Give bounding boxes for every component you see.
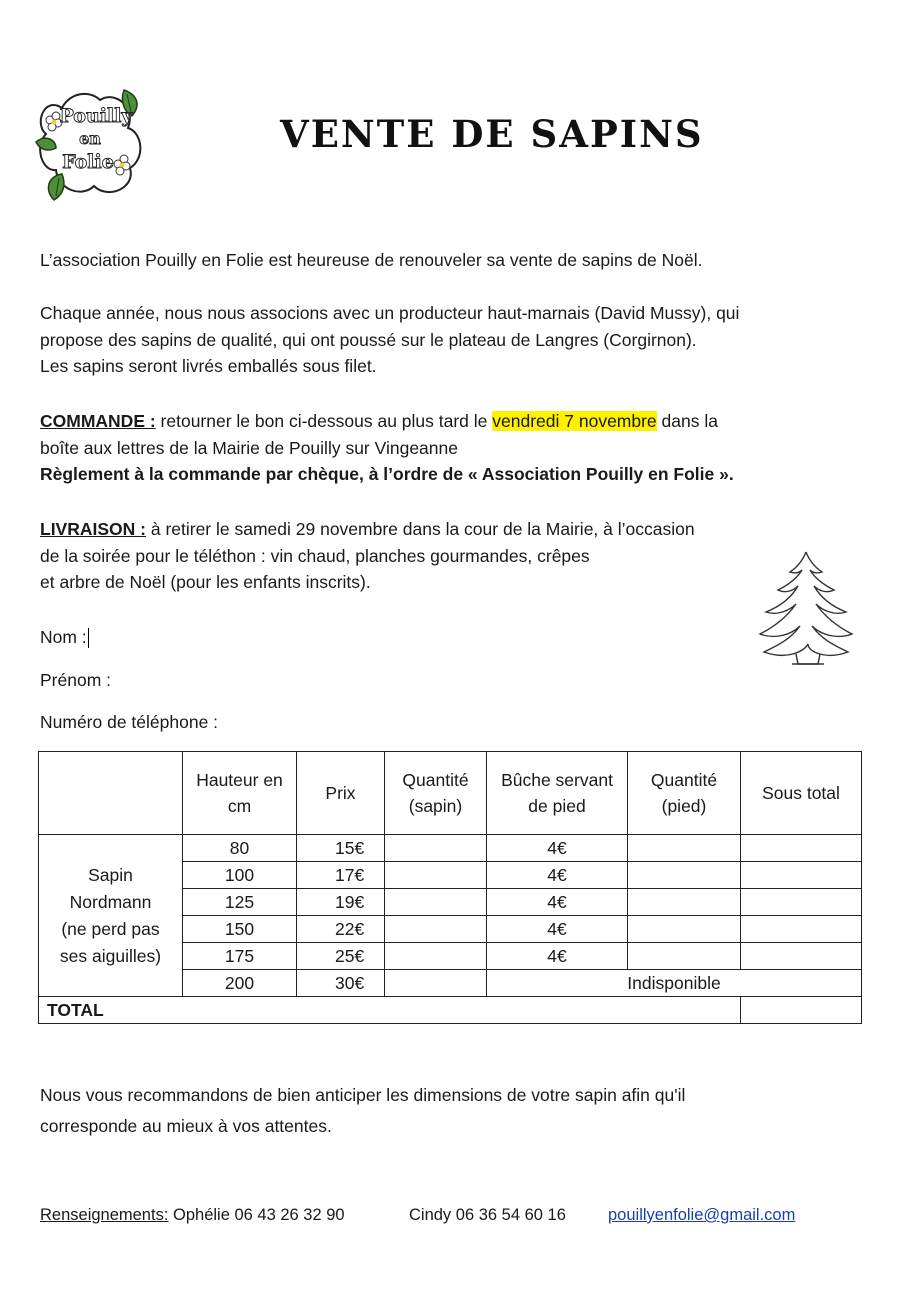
cell-hauteur: 100 — [183, 862, 297, 889]
order-table — [38, 751, 862, 1024]
intro-text: L’association Pouilly en Folie est heureuse de renouveler sa vente de sapins de Noël. — [40, 250, 703, 270]
paragraph-line: propose des sapins de qualité, qui ont poussé sur le plateau de Langres (Corgirnon). — [40, 329, 697, 350]
closing-line: corresponde au mieux à vos attentes. — [40, 1116, 332, 1136]
telephone-field[interactable] — [40, 709, 218, 736]
logo-text-pouilly: Pouilly — [59, 105, 133, 127]
email-link[interactable]: pouillyenfolie@gmail.com — [608, 1206, 796, 1224]
commande-section — [40, 408, 734, 488]
cell-hauteur: 200 — [183, 970, 297, 997]
paragraph-line: Chaque année, nous nous associons avec un producteur haut-marnais (David Mussy), qui — [40, 303, 740, 323]
payment-instructions: Règlement à la commande par chèque, à l’ordre de « Association Pouilly en Folie ». — [40, 464, 734, 484]
header-hauteur: Hauteur en cm — [183, 752, 297, 835]
product-label-line: Sapin — [88, 864, 133, 885]
cell-prix: 17€ — [297, 862, 385, 889]
header-sous-total: Sous total — [741, 752, 862, 835]
product-label-cell — [39, 835, 183, 997]
association-logo — [32, 86, 150, 204]
cell-hauteur: 150 — [183, 916, 297, 943]
empty-header-cell — [39, 752, 183, 835]
total-row — [39, 997, 862, 1024]
cell-prix: 25€ — [297, 943, 385, 970]
cell-prix: 15€ — [297, 835, 385, 862]
commande-text-after: dans la — [656, 411, 718, 431]
cell-quantite-sapin[interactable] — [385, 943, 487, 970]
livraison-section — [40, 516, 695, 596]
livraison-label: LIVRAISON : — [40, 519, 146, 539]
cell-quantite-sapin[interactable] — [385, 970, 487, 997]
cell-buche: 4€ — [487, 862, 628, 889]
nom-label: Nom : — [40, 627, 87, 647]
cell-sous-total[interactable] — [741, 835, 862, 862]
paragraph-line: Les sapins seront livrés emballés sous filet. — [40, 356, 377, 376]
cell-quantite-pied[interactable] — [628, 835, 741, 862]
footer-contact — [40, 1206, 345, 1225]
livraison-line — [40, 516, 695, 543]
commande-text: retourner le bon ci-dessous au plus tard le — [155, 411, 493, 431]
cell-quantite-pied[interactable] — [628, 916, 741, 943]
cell-sous-total[interactable] — [741, 862, 862, 889]
contact-ophelie: Ophélie 06 43 26 32 90 — [168, 1206, 345, 1224]
header-prix: Prix — [297, 752, 385, 835]
table-row — [39, 835, 862, 862]
header-quantite-sapin: Quantité (sapin) — [385, 752, 487, 835]
footer-label: Renseignements: — [40, 1206, 169, 1224]
cell-quantite-sapin[interactable] — [385, 889, 487, 916]
cell-sous-total[interactable] — [741, 943, 862, 970]
header-buche: Bûche servant de pied — [487, 752, 628, 835]
cell-hauteur: 175 — [183, 943, 297, 970]
unavailable-cell: Indisponible — [487, 970, 862, 997]
nom-field[interactable] — [40, 624, 89, 651]
cell-quantite-sapin[interactable] — [385, 916, 487, 943]
livraison-text: et arbre de Noël (pour les enfants inscrits). — [40, 572, 371, 592]
logo-text-folie: Folie — [62, 151, 114, 173]
cell-prix: 30€ — [297, 970, 385, 997]
cell-quantite-pied[interactable] — [628, 943, 741, 970]
cell-prix: 19€ — [297, 889, 385, 916]
cell-hauteur: 125 — [183, 889, 297, 916]
christmas-tree-icon — [756, 548, 860, 672]
cell-quantite-sapin[interactable] — [385, 862, 487, 889]
paragraph-producer — [40, 300, 739, 380]
product-label-line: Nordmann — [69, 891, 152, 912]
closing-line: Nous vous recommandons de bien anticiper les dimensions de votre sapin afin qu'il — [40, 1085, 686, 1105]
livraison-text: à retirer le samedi 29 novembre dans la cour de la Mairie, à l’occasion — [145, 519, 695, 539]
cell-quantite-sapin[interactable] — [385, 835, 487, 862]
closing-note — [40, 1080, 685, 1142]
logo-text-en: en — [79, 129, 101, 148]
commande-label: COMMANDE : — [40, 411, 156, 431]
cell-buche: 4€ — [487, 835, 628, 862]
commande-address: boîte aux lettres de la Mairie de Pouilly sur Vingeanne — [40, 437, 458, 458]
cell-quantite-pied[interactable] — [628, 862, 741, 889]
cell-sous-total[interactable] — [741, 916, 862, 943]
contact-cindy: Cindy 06 36 54 60 16 — [409, 1206, 566, 1224]
prenom-label: Prénom : — [40, 670, 111, 690]
cell-sous-total[interactable] — [741, 889, 862, 916]
livraison-text: de la soirée pour le téléthon : vin chaud, planches gourmandes, crêpes — [40, 545, 590, 566]
product-label-line: (ne perd pas — [61, 918, 160, 939]
text-cursor — [88, 628, 89, 648]
cell-buche: 4€ — [487, 916, 628, 943]
header-quantite-pied: Quantité (pied) — [628, 752, 741, 835]
cell-total-value[interactable] — [741, 997, 862, 1024]
total-label: TOTAL — [39, 997, 741, 1024]
prenom-field[interactable] — [40, 667, 111, 694]
table-header-row — [39, 752, 862, 835]
telephone-label: Numéro de téléphone : — [40, 712, 219, 732]
commande-line — [40, 408, 734, 435]
cell-prix: 22€ — [297, 916, 385, 943]
cell-buche: 4€ — [487, 943, 628, 970]
deadline-highlight: vendredi 7 novembre — [492, 411, 657, 431]
cell-hauteur: 80 — [183, 835, 297, 862]
product-label-line: ses aiguilles) — [59, 945, 162, 966]
cell-buche: 4€ — [487, 889, 628, 916]
page-title: VENTE DE SAPINS — [280, 112, 704, 156]
cell-quantite-pied[interactable] — [628, 889, 741, 916]
